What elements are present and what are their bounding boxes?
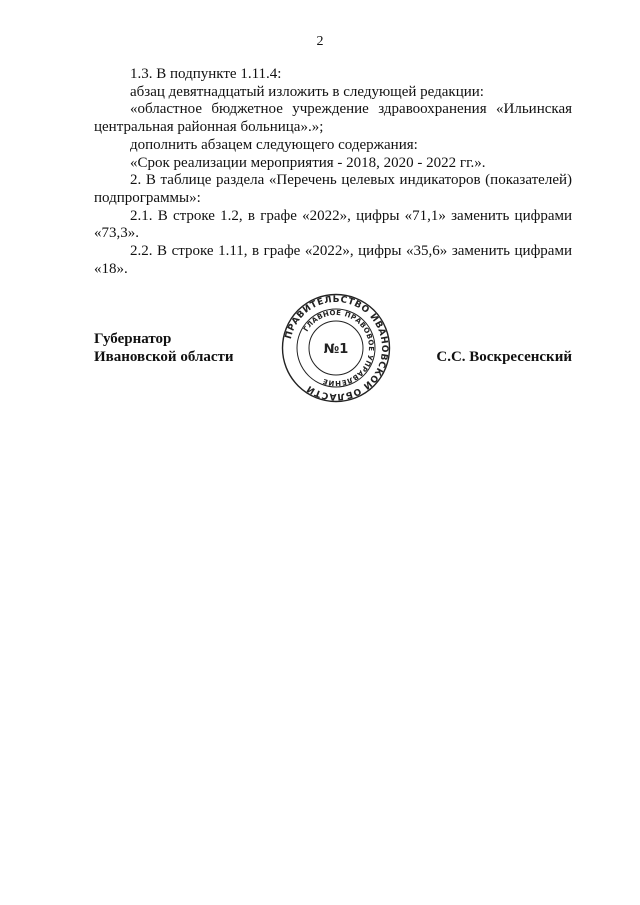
official-seal-icon	[281, 293, 391, 403]
paragraph-row-1-11: 2.2. В строке 1.11, в графе «2022», цифры «35,6» заменить цифрами «18».	[94, 243, 572, 277]
paragraph-abzac-19: абзац девятнадцатый изложить в следующей редакции:	[130, 83, 484, 100]
paragraph-add-abzac: дополнить абзацем следующего содержания:	[130, 136, 418, 153]
paragraph-table-section: 2. В таблице раздела «Перечень целевых индикаторов (показателей) подпрограммы»:	[94, 172, 572, 206]
paragraph-deadline: «Срок реализации мероприятия - 2018, 2020 - 2022 гг.».	[130, 154, 486, 171]
paragraph-row-1-2: 2.1. В строке 1.2, в графе «2022», цифры «71,1» заменить цифрами «73,3».	[94, 207, 572, 242]
paragraph-subclause-1-3: 1.3. В подпункте 1.11.4:	[130, 66, 282, 82]
signatory-title-line2: Ивановской области	[94, 349, 234, 365]
paragraph-institution-name: «областное бюджетное учреждение здравоохранения «Ильинская центральная районная больница».»;	[94, 101, 572, 136]
seal-number: №1	[323, 342, 349, 357]
signatory-name: С.С. Воскресенский	[436, 349, 572, 365]
document-body	[94, 66, 572, 278]
page-number: 2	[316, 34, 324, 49]
signatory-title-line1: Губернатор	[94, 331, 172, 347]
seal-inner-text: ГЛАВНОЕ ПРАВОВОЕ УПРАВЛЕНИЕ	[301, 308, 376, 388]
signatory-title	[94, 330, 234, 366]
seal-outer-text: ПРАВИТЕЛЬСТВО ИВАНОВСКОЙ ОБЛАСТИ	[283, 294, 390, 402]
